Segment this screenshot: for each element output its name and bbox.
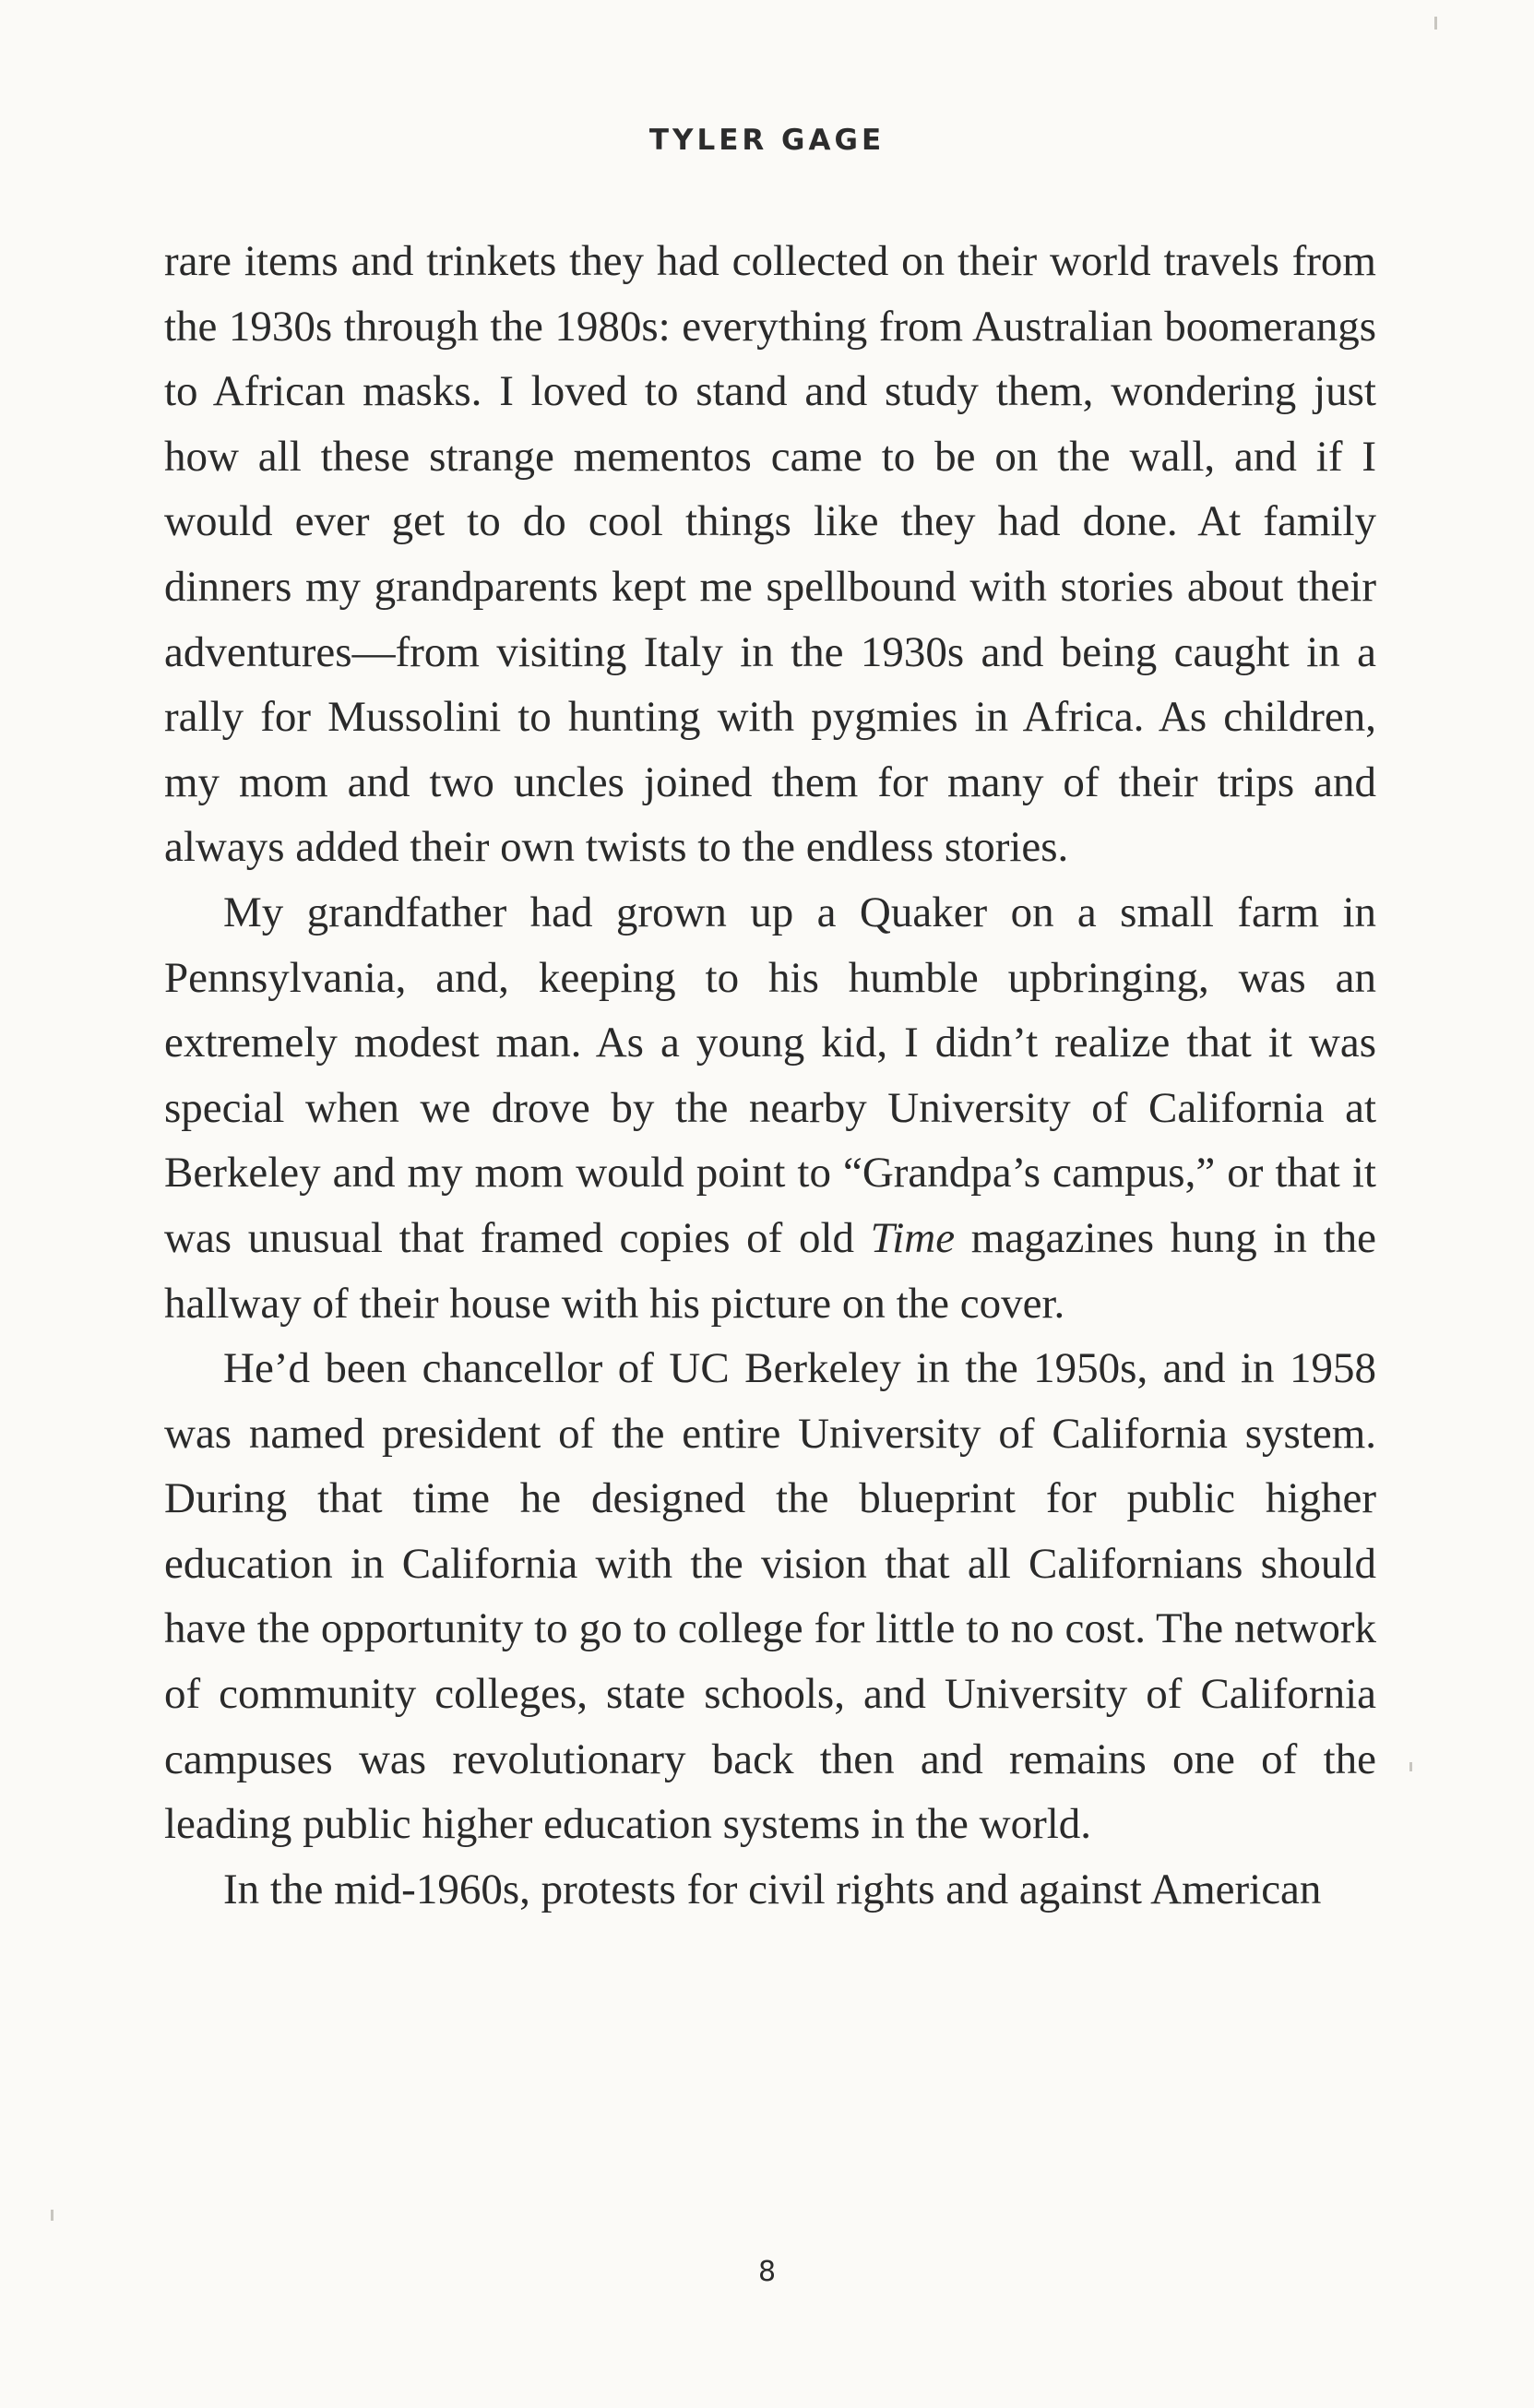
paragraph-text: magazines hung in the hallway of their house with his picture on the cover. (164, 1213, 1376, 1328)
paragraph (164, 880, 1376, 1336)
paragraph: rare items and trinkets they had collected on their world travels from the 1930s through the 1980s: everything from Australian boomerangs to African masks. I loved to stand and study them, wondering just how all these strange mementos came to be on the wall, and if I would ever get to do cool things like they had done. At family dinners my grandparents kept me spellbound with stories about their adventures—from visiting Italy in the 1930s and being caught in a rally for Mussolini to hunting with pygmies in Africa. As children, my mom and two uncles joined them for many of their trips and always added their own twists to the endless stories. (164, 237, 1376, 872)
scan-speck (1434, 17, 1437, 30)
paragraph: In the mid-1960s, protests for civil rights and against American (223, 1865, 1322, 1913)
paragraph-text: My grandfather had grown up a Quaker on a small farm in Pennsylvania, and, keeping to his humble upbringing, was an extremely modest man. As a young kid, I didn’t realize that it was special when we drove by the nearby University of California at Berkeley and my mom would point to “Grandpa’s campus,” or that it was unusual that framed copies of old (164, 888, 1376, 1262)
page-number: 8 (757, 2256, 777, 2288)
magazine-title: Time (870, 1213, 956, 1262)
scan-speck (1409, 1762, 1412, 1771)
body-text (164, 229, 1376, 1922)
scan-speck (51, 2210, 54, 2221)
paragraph: He’d been chancellor of UC Berkeley in the 1950s, and in 1958 was named president of the entire University of California system. During that time he designed the blueprint for public higher education in California with the vision that all Californians should have the opportunity to go to college for little to no cost. The network of community colleges, state schools, and University of California campuses was revolutionary back then and remains one of the leading public higher education systems in the world. (164, 1344, 1376, 1849)
running-head: TYLER GAGE (648, 124, 886, 157)
